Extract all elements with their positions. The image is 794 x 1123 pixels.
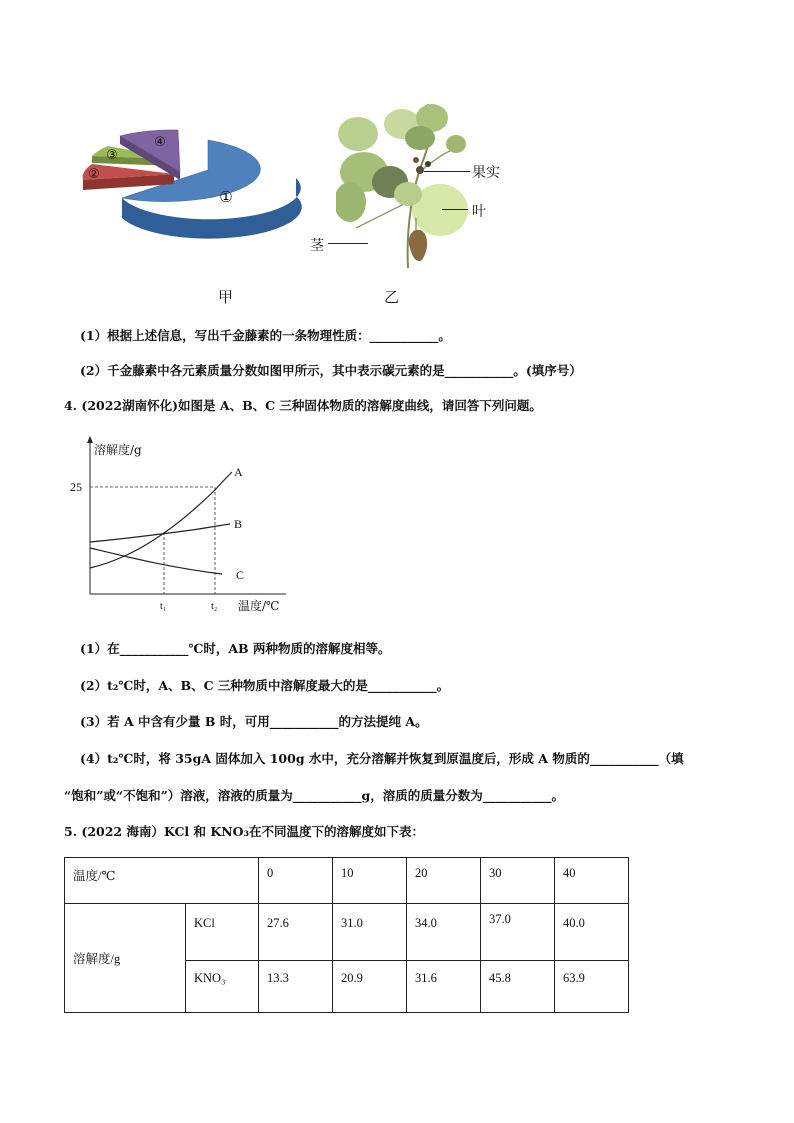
q3-sub1: (1）根据上述信息，写出千金藤素的一条物理性质：___________。	[80, 328, 451, 343]
fruit-leader-line	[424, 171, 470, 172]
chart-series-a: A	[234, 465, 243, 479]
pie-label-2: ②	[88, 167, 100, 182]
stem-leader-line	[328, 243, 368, 244]
q5-stem: 5. (2022 海南）KCl 和 KNO₃在不同温度下的溶解度如下表：	[64, 824, 425, 839]
figure-caption-jia: 甲	[218, 288, 234, 306]
pie-label-3: ③	[106, 148, 118, 163]
table-cell: 40.0	[555, 904, 629, 961]
table-cell: 34.0	[407, 904, 481, 961]
table-header-temp: 温度/℃	[65, 858, 259, 904]
table-temp-0: 0	[259, 858, 333, 904]
label-stem: 茎	[310, 238, 324, 254]
leaf-shape	[338, 117, 378, 151]
pie-chart-jia	[78, 126, 302, 250]
table-temp-40: 40	[555, 858, 629, 904]
plant-illustration	[336, 98, 496, 270]
table-temp-30: 30	[481, 858, 555, 904]
q4-sub4-line1: (4）t₂℃时，将 35gA 固体加入 100g 水中，充分溶解并恢复到原温度后，形成 A 物质的___________（填	[80, 751, 684, 766]
label-leaf: 叶	[472, 204, 486, 220]
chart-ytick-25: 25	[70, 480, 82, 494]
table-cell: 20.9	[333, 961, 407, 1013]
table-row-kcl-name: KCl	[186, 904, 259, 961]
pie-label-4: ④	[154, 135, 166, 150]
solubility-table	[64, 857, 629, 1013]
table-temp-20: 20	[407, 858, 481, 904]
table-cell: 63.9	[555, 961, 629, 1013]
q4-sub2: (2）t₂℃时，A、B、C 三种物质中溶解度最大的是___________。	[80, 678, 450, 693]
chart-xlabel: 温度/℃	[238, 599, 280, 613]
q4-sub3: (3）若 A 中含有少量 B 时，可用___________的方法提纯 A。	[80, 714, 428, 729]
fruit-shape	[416, 166, 424, 174]
q3-sub2: (2）千金藤素中各元素质量分数如图甲所示，其中表示碳元素的是___________。(填序号）	[80, 363, 582, 378]
leaf-leader-line	[442, 209, 468, 210]
label-fruit: 果实	[472, 165, 500, 181]
q4-sub4-line2: “饱和”或“不饱和”）溶液，溶液的质量为___________g，溶质的质量分数为___________。	[64, 788, 565, 803]
table-cell: 27.6	[259, 904, 333, 961]
curve-b	[90, 524, 230, 542]
solubility-curve-chart	[62, 434, 292, 616]
table-cell: 45.8	[481, 961, 555, 1013]
table-cell: 37.0	[481, 904, 555, 961]
pie-label-1: ①	[219, 188, 233, 206]
chart-xtick-t1: t₁	[160, 601, 167, 612]
table-row-header: 溶解度/g	[65, 904, 186, 1013]
chart-series-b: B	[234, 517, 243, 531]
q4-sub1: (1）在___________℃时，AB 两种物质的溶解度相等。	[80, 641, 391, 656]
table-cell: 13.3	[259, 961, 333, 1013]
table-cell: 31.0	[333, 904, 407, 961]
q4-stem: 4. (2022湖南怀化)如图是 A、B、C 三种固体物质的溶解度曲线，请回答下列问题。	[64, 398, 542, 413]
chart-series-c: C	[236, 568, 245, 582]
chart-xtick-t2: t₂	[211, 601, 218, 612]
curve-c	[90, 548, 222, 574]
figure-caption-yi: 乙	[384, 288, 400, 306]
table-temp-10: 10	[333, 858, 407, 904]
chart-ylabel: 溶解度/g	[94, 443, 142, 457]
table-cell: 31.6	[407, 961, 481, 1013]
table-row-kno3-name: KNO₃	[186, 961, 259, 1013]
